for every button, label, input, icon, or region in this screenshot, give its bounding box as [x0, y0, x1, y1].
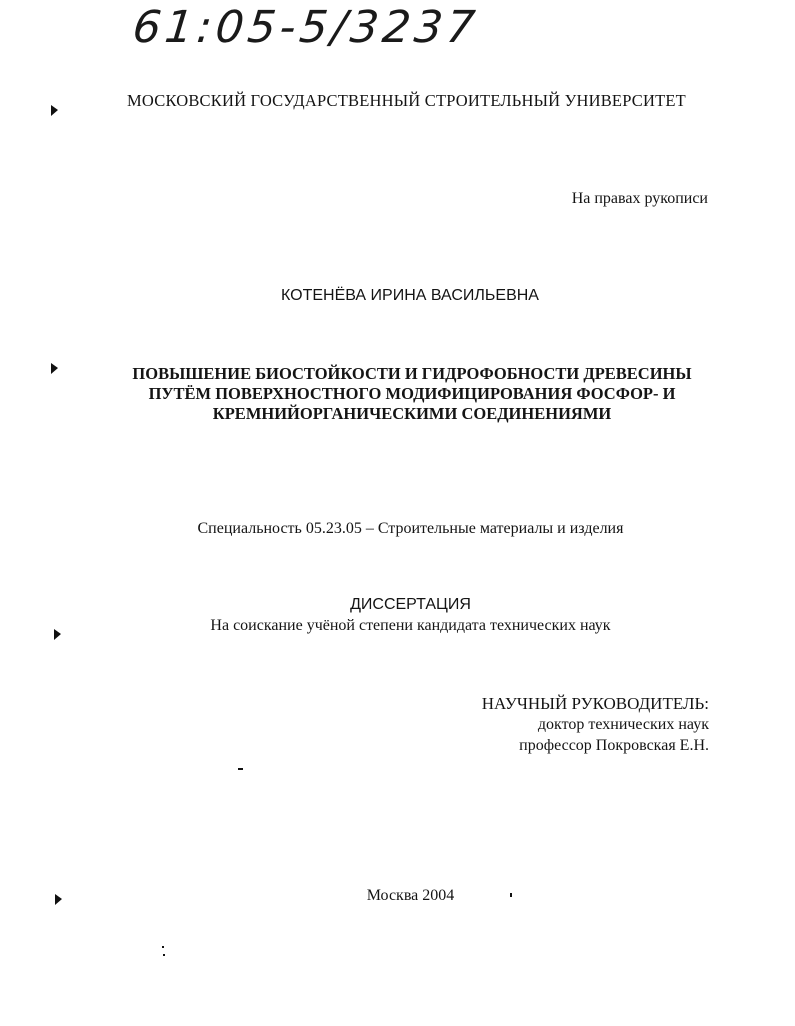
manuscript-rights-note: На правах рукописи	[571, 190, 708, 207]
dissertation-title	[100, 364, 724, 424]
scan-speck	[162, 946, 164, 948]
title-line: ПУТЁМ ПОВЕРХНОСТНОГО МОДИФИЦИРОВАНИЯ ФОСФОР- И	[148, 384, 676, 403]
supervisor-heading: НАУЧНЫЙ РУКОВОДИТЕЛЬ:	[481, 694, 709, 713]
city-year: Москва 2004	[366, 887, 455, 904]
supervisor-block	[482, 693, 709, 756]
supervisor-degree: доктор технических наук	[537, 716, 709, 733]
specialty-line: Специальность 05.23.05 – Строительные материалы и изделия	[197, 520, 624, 537]
author-name: КОТЕНЁВА ИРИНА ВАСИЛЬЕВНА	[281, 287, 539, 304]
scan-speck	[163, 954, 165, 956]
university-name: МОСКОВСКИЙ ГОСУДАРСТВЕННЫЙ СТРОИТЕЛЬНЫЙ УНИВЕРСИТЕТ	[127, 91, 686, 110]
handwritten-archive-code: 61:05-5/3237	[130, 2, 482, 53]
dissertation-heading: ДИССЕРТАЦИЯ	[350, 596, 471, 613]
title-line: ПОВЫШЕНИЕ БИОСТОЙКОСТИ И ГИДРОФОБНОСТИ ДРЕВЕСИНЫ	[132, 364, 692, 383]
scan-speck	[238, 768, 243, 770]
dissertation-degree-line: На соискание учёной степени кандидата технических наук	[210, 617, 611, 634]
binding-mark-icon	[50, 362, 59, 375]
supervisor-name: профессор Покровская Е.Н.	[519, 737, 709, 754]
title-line: КРЕМНИЙОРГАНИЧЕСКИМИ СОЕДИНЕНИЯМИ	[212, 404, 612, 423]
